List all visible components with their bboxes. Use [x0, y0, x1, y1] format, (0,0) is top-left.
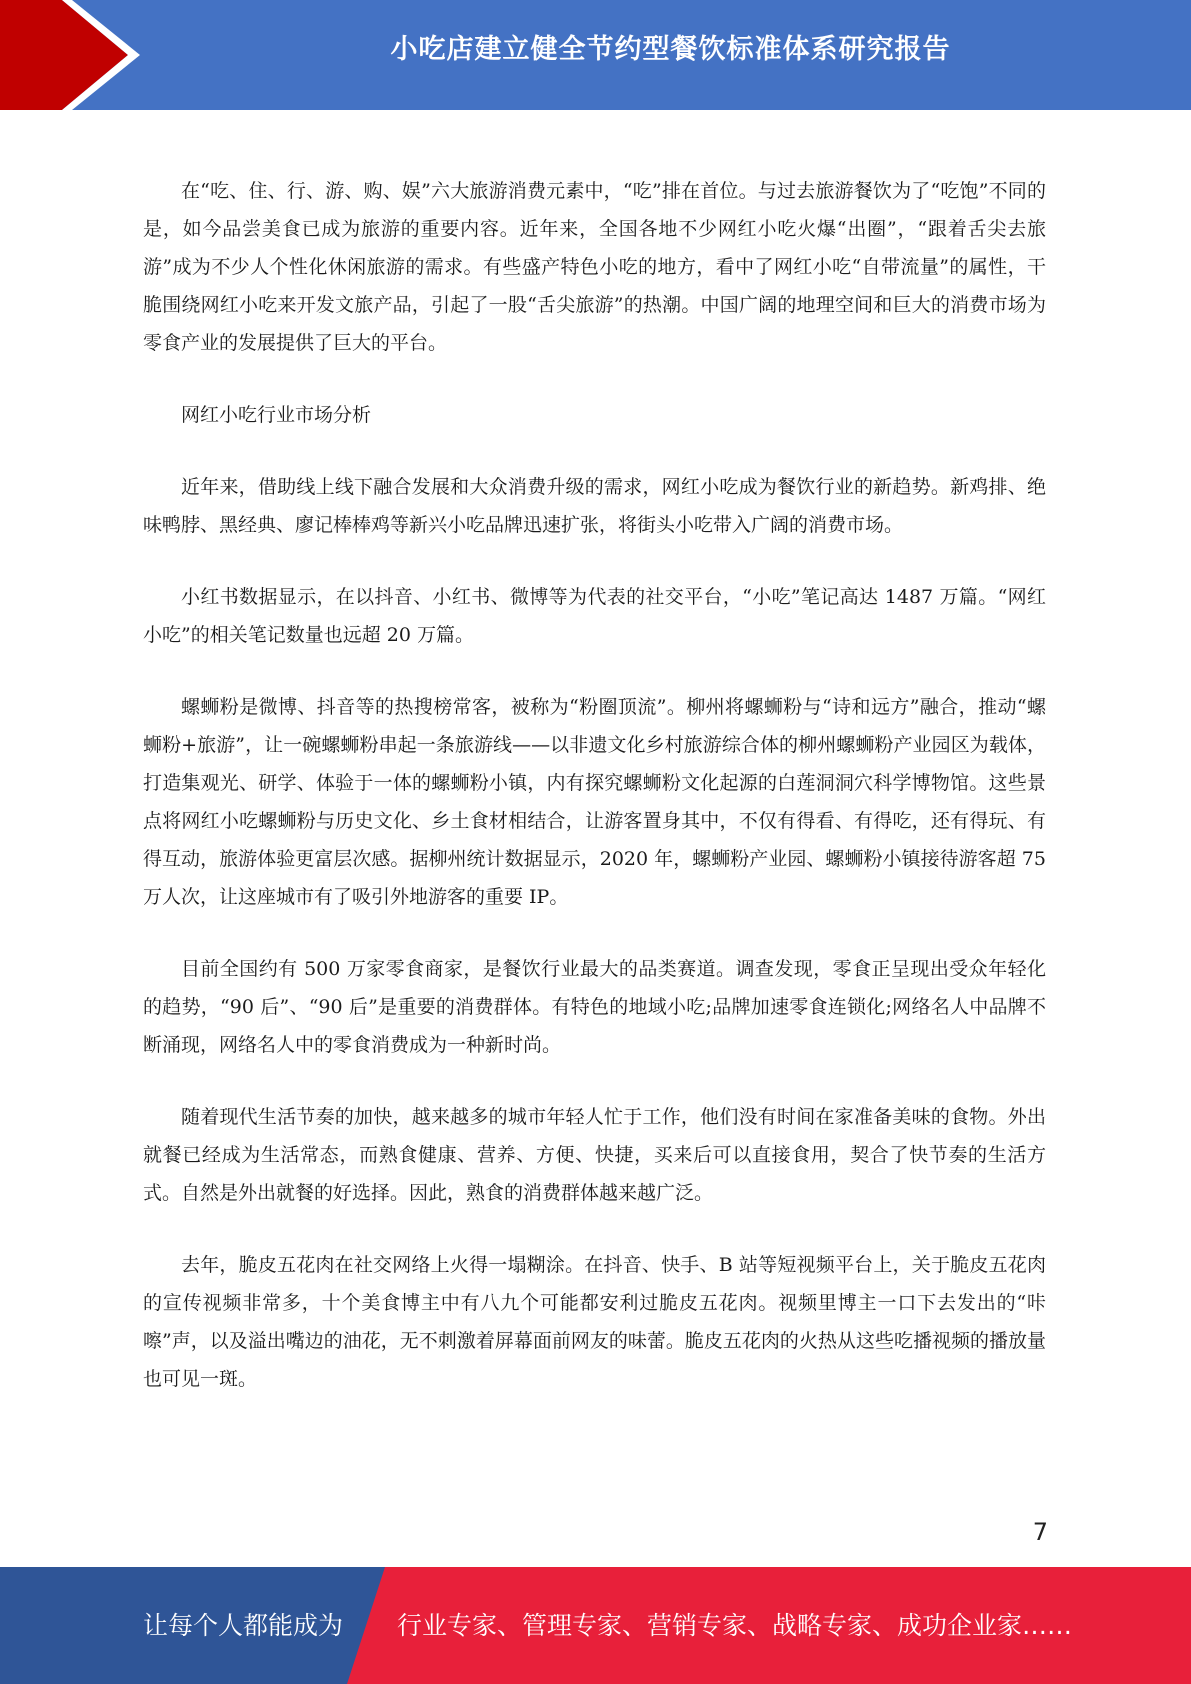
paragraph-luosifen: 螺蛳粉是微博、抖音等的热搜榜常客，被称为“粉圈顶流”。柳州将螺蛳粉与“诗和远方”融合，推动“螺蛳粉+旅游”，让一碗螺蛳粉串起一条旅游线——以非遗文化乡村旅游综合体的柳州螺蛳粉产业园区为载体，打造集观光、研学、体验于一体的螺蛳粉小镇，内有探究螺蛳粉文化起源的白莲洞洞穴科学博物馆。这些景点将网红小吃螺蛳粉与历史文化、乡土食材相结合，让游客置身其中，不仅有得看、有得吃，还有得玩、有得互动，旅游体验更富层次感。据柳州统计数据显示，2020 年，螺蛳粉产业园、螺蛳粉小镇接待游客超 75 万人次，让这座城市有了吸引外地游客的重要 IP。 — [143, 696, 1046, 908]
document-title: 小吃店建立健全节约型餐饮标准体系研究报告 — [390, 34, 951, 65]
footer-slogan-left: 让每个人都能成为 — [143, 1611, 344, 1640]
paragraph-xiaohongshu: 小红书数据显示，在以抖音、小红书、微博等为代表的社交平台，“小吃”笔记高达 1487 万篇。“网红小吃”的相关笔记数量也远超 20 万篇。 — [143, 586, 1046, 646]
paragraph-cooked-food: 随着现代生活节奏的加快，越来越多的城市年轻人忙于工作，他们没有时间在家准备美味的食物。外出就餐已经成为生活常态，而熟食健康、营养、方便、快捷，买来后可以直接食用，契合了快节奏的生活方式。自然是外出就餐的好选择。因此，熟食的消费群体越来越广泛。 — [143, 1106, 1046, 1204]
page-number: 7 — [1032, 1518, 1048, 1546]
paragraph-pork-belly: 去年，脆皮五花肉在社交网络上火得一塌糊涂。在抖音、快手、B 站等短视频平台上，关于脆皮五花肉的宣传视频非常多，十个美食博主中有八九个可能都安利过脆皮五花肉。视频里博主一口下去发出的“咔嚓”声，以及溢出嘴边的油花，无不刺激着屏幕面前网友的味蕾。脆皮五花肉的火热从这些吃播视频的播放量也可见一斑。 — [143, 1254, 1046, 1390]
document-body — [143, 172, 1046, 1432]
paragraph-trend: 近年来，借助线上线下融合发展和大众消费升级的需求，网红小吃成为餐饮行业的新趋势。新鸡排、绝味鸭脖、黑经典、廖记棒棒鸡等新兴小吃品牌迅速扩张，将街头小吃带入广阔的消费市场。 — [143, 476, 1046, 536]
paragraph-intro: 在“吃、住、行、游、购、娱”六大旅游消费元素中，“吃”排在首位。与过去旅游餐饮为了“吃饱”不同的是，如今品尝美食已成为旅游的重要内容。近年来，全国各地不少网红小吃火爆“出圈”，“跟着舌尖去旅游”成为不少人个性化休闲旅游的需求。有些盛产特色小吃的地方，看中了网红小吃“自带流量”的属性，干脆围绕网红小吃来开发文旅产品，引起了一股“舌尖旅游”的热潮。中国广阔的地理空间和巨大的消费市场为零食产业的发展提供了巨大的平台。 — [143, 180, 1046, 354]
header-bar — [0, 0, 1191, 110]
paragraph-snack-merchants: 目前全国约有 500 万家零食商家，是餐饮行业最大的品类赛道。调查发现，零食正呈现出受众年轻化的趋势，“90 后”、“90 后”是重要的消费群体。有特色的地域小吃;品牌加速零食连锁化;网络名人中品牌不断涌现，网络名人中的零食消费成为一种新时尚。 — [143, 958, 1046, 1056]
header-chevron-decoration — [0, 0, 160, 110]
footer-slogan-right: 行业专家、管理专家、营销专家、战略专家、成功企业家…… — [397, 1611, 1073, 1640]
footer-bar — [0, 1567, 1191, 1684]
section-heading: 网红小吃行业市场分析 — [181, 404, 372, 426]
